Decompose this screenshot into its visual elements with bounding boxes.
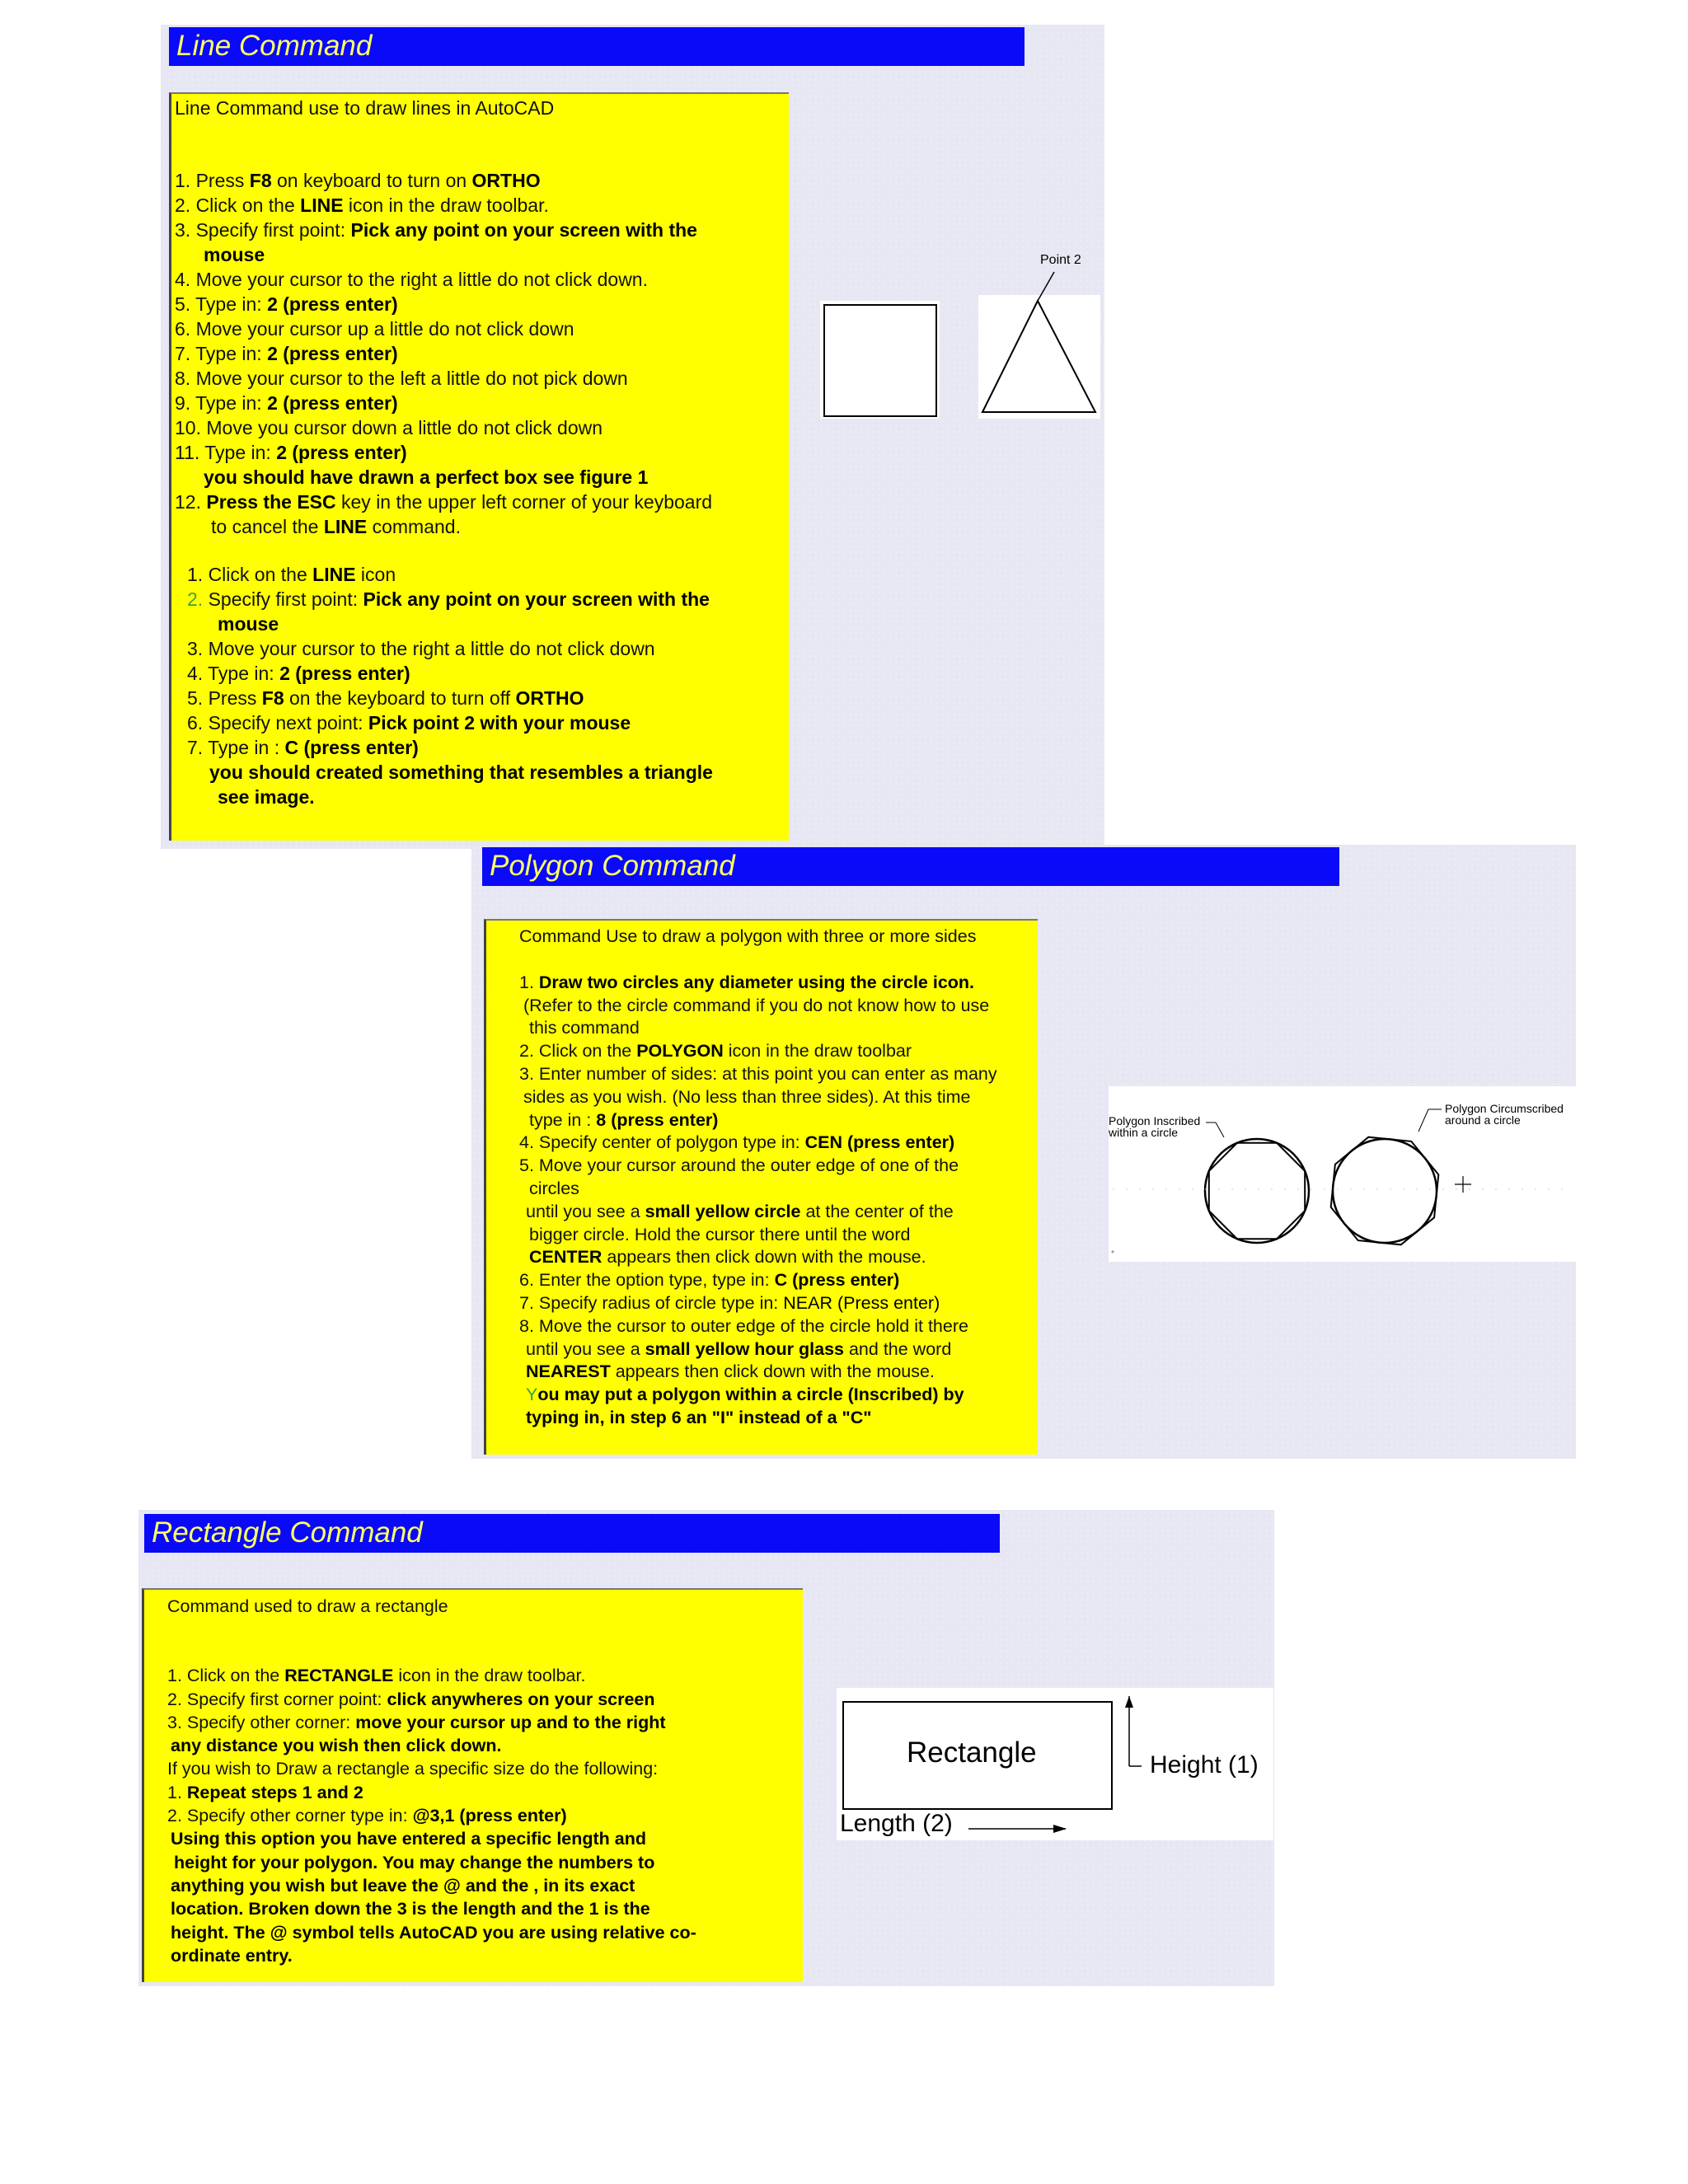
step-text: until you see a xyxy=(526,1338,645,1359)
step-bold-text: Pick any point on your screen with the xyxy=(350,219,697,241)
step-bold-text: Press the ESC xyxy=(206,491,336,513)
step-bold-text: small yellow hour glass xyxy=(645,1338,844,1359)
step-text: 7. Type in: xyxy=(175,343,268,364)
step-bold-text: anything you wish but leave the @ and the , in its exact xyxy=(171,1875,635,1896)
step-bold-text: NEAR (Press enter) xyxy=(783,1292,940,1313)
step-text: 3. Specify first point: xyxy=(175,219,351,241)
step-line xyxy=(175,785,789,809)
step-line xyxy=(175,760,789,785)
polygon-figure xyxy=(1109,1086,1577,1262)
step-line xyxy=(167,1734,803,1757)
step-text: 2. Click on the xyxy=(519,1041,637,1062)
step-bold-text: typing in, in step 6 an "I" instead of a "C" xyxy=(526,1407,872,1427)
step-bold-text: LINE xyxy=(312,564,356,585)
line-command-title: Line Command xyxy=(169,27,1025,66)
step-bold-text: LINE xyxy=(323,516,368,537)
step-text: icon in the draw toolbar. xyxy=(393,1666,586,1686)
step-bold-text: Repeat steps 1 and 2 xyxy=(186,1782,363,1802)
svg-text:*: * xyxy=(1111,1249,1114,1258)
step-text: 6. Specify next point: xyxy=(187,712,368,733)
line-intro: Line Command use to draw lines in AutoCAD xyxy=(175,97,555,119)
step-line xyxy=(167,1874,803,1897)
step-line xyxy=(175,415,789,440)
step-bold-text: 2 (press enter) xyxy=(267,392,398,414)
polygon-command-instructions xyxy=(484,919,1038,1455)
step-text: 6. Move your cursor up a little do not click down xyxy=(175,318,574,340)
line-steps-b xyxy=(175,562,789,809)
step-text: bigger circle. Hold the cursor there until the word xyxy=(529,1224,911,1244)
step-text: 6. Enter the option type, type in: xyxy=(519,1270,775,1291)
step-line xyxy=(519,1361,1038,1384)
step-line xyxy=(175,267,789,292)
step-text: 2. Specify other corner type in: xyxy=(167,1806,413,1826)
step-line xyxy=(167,1757,803,1780)
step-line xyxy=(519,995,1038,1018)
step-bold-text: Pick any point on your screen with the xyxy=(363,588,710,610)
step-bold-text: ou may put a polygon within a circle (Inscribed) by xyxy=(537,1385,964,1405)
step-line xyxy=(175,341,789,366)
step-line xyxy=(175,193,789,218)
step-text: 1. Click on the xyxy=(167,1666,285,1686)
step-bold-text: 8 (press enter) xyxy=(596,1109,719,1130)
step-line xyxy=(519,1109,1038,1132)
step-text: on keyboard to turn on xyxy=(271,170,472,191)
polygon-intro: Command Use to draw a polygon with three or more sides xyxy=(519,926,977,946)
step-bold-text: ordinate entry. xyxy=(171,1945,293,1966)
step-line xyxy=(519,1063,1038,1086)
step-text: 5. Move your cursor around the outer edge of one of the xyxy=(519,1155,959,1176)
rectangle-command-instructions xyxy=(142,1588,803,1982)
step-line xyxy=(175,292,789,316)
rectangle-command-title: Rectangle Command xyxy=(144,1514,1000,1553)
step-line xyxy=(519,1407,1038,1430)
step-line xyxy=(519,1201,1038,1224)
step-text: type in : xyxy=(529,1109,597,1130)
step-line xyxy=(175,465,789,490)
length-label: Length (2) xyxy=(840,1810,953,1837)
step-bold-text: 2 (press enter) xyxy=(267,293,398,315)
rectangle-steps xyxy=(167,1664,803,1967)
step-line xyxy=(175,514,789,539)
step-text: 3. Enter number of sides: at this point you can enter as many xyxy=(519,1063,997,1084)
step-line xyxy=(167,1851,803,1874)
step-line xyxy=(519,1269,1038,1292)
step-text: If you wish to Draw a rectangle a specific size do the following: xyxy=(167,1759,659,1779)
step-text: icon xyxy=(355,564,396,585)
rectangle-label: Rectangle xyxy=(907,1736,1037,1769)
step-text: appears then click down with the mouse. xyxy=(610,1361,935,1382)
step-line xyxy=(167,1921,803,1944)
step-text: 10. Move you cursor down a little do not click down xyxy=(175,417,603,438)
step-bold-text: 2 (press enter) xyxy=(267,343,398,364)
step-line xyxy=(167,1944,803,1967)
step-line xyxy=(175,391,789,415)
step-bold-text: location. Broken down the 3 is the length and the 1 is the xyxy=(171,1899,650,1919)
step-text: at the center of the xyxy=(800,1201,954,1221)
step-line xyxy=(175,710,789,735)
step-text: 11. Type in: xyxy=(175,442,277,463)
step-bold-text: Draw two circles any diameter using the circle icon. xyxy=(538,972,975,992)
step-line xyxy=(175,612,789,636)
step-line xyxy=(175,440,789,465)
step-line xyxy=(519,972,1038,995)
step-bold-text: see image. xyxy=(218,786,315,808)
polygon-steps xyxy=(519,972,1038,1430)
step-bold-text: you should have drawn a perfect box see figure 1 xyxy=(204,466,649,488)
line-command-instructions xyxy=(169,92,789,841)
step-text: icon in the draw toolbar. xyxy=(343,194,549,216)
step-line xyxy=(175,587,789,612)
step-line xyxy=(167,1827,803,1850)
step-bold-text: C (press enter) xyxy=(774,1270,900,1291)
step-bold-text: LINE xyxy=(300,194,344,216)
step-text: 4. Type in: xyxy=(187,663,280,684)
step-text: 1. xyxy=(167,1782,187,1802)
step-line xyxy=(519,1292,1038,1315)
step-text: 7. Type in : xyxy=(187,737,285,758)
step-text: 12. xyxy=(175,491,207,513)
step-bold-text: CEN (press enter) xyxy=(804,1132,955,1153)
step-text: 9. Type in: xyxy=(175,392,268,414)
rectangle-figure xyxy=(837,1688,1273,1840)
step-line xyxy=(167,1688,803,1711)
rectangle-intro: Command used to draw a rectangle xyxy=(167,1596,448,1616)
step-line xyxy=(519,1338,1038,1361)
step-text: 5. Type in: xyxy=(175,293,268,315)
step-line xyxy=(167,1804,803,1827)
step-line xyxy=(175,366,789,391)
step-line xyxy=(167,1897,803,1920)
step-line xyxy=(175,242,789,267)
step-text: until you see a xyxy=(526,1201,645,1221)
step-line xyxy=(167,1711,803,1734)
point-2-label: Point 2 xyxy=(1040,253,1081,267)
step-text: appears then click down with the mouse. xyxy=(602,1247,926,1268)
step-text: 1. Click on the xyxy=(187,564,313,585)
step-text: on the keyboard to turn off xyxy=(284,687,516,709)
step-text: icon in the draw toolbar xyxy=(723,1041,912,1062)
step-text: this command xyxy=(529,1018,640,1038)
step-text: 3. Move your cursor to the right a little do not click down xyxy=(187,638,655,659)
step-bold-text: you should created something that resembles a triangle xyxy=(209,762,713,783)
step-line xyxy=(175,661,789,686)
step-line xyxy=(519,1017,1038,1040)
step-bold-text: height for your polygon. You may change the numbers to xyxy=(174,1852,655,1872)
step-line xyxy=(167,1781,803,1804)
step-text: 5. Press xyxy=(187,687,262,709)
height-label: Height (1) xyxy=(1150,1751,1259,1779)
step-line xyxy=(519,1132,1038,1155)
step-bold-text: 2 (press enter) xyxy=(279,663,410,684)
step-text: 2. Specify first corner point: xyxy=(167,1689,387,1709)
line-steps-a xyxy=(175,168,789,539)
step-line xyxy=(175,735,789,760)
step-line xyxy=(519,1224,1038,1247)
step-line xyxy=(175,218,789,242)
step-line xyxy=(175,562,789,587)
step-bold-text: ORTHO xyxy=(515,687,584,709)
inscribed-label-2: within a circle xyxy=(1109,1126,1179,1139)
step-bold-text: click anywheres on your screen xyxy=(387,1689,655,1709)
step-line xyxy=(519,1315,1038,1338)
step-bold-text: mouse xyxy=(204,244,265,265)
step-text: 1. xyxy=(519,972,539,992)
step-line xyxy=(519,1040,1038,1063)
step-text: 2. Click on the xyxy=(175,194,301,216)
step-bold-text: @3,1 (press enter) xyxy=(412,1806,567,1826)
step-line xyxy=(519,1155,1038,1178)
step-text: 2. xyxy=(187,588,204,610)
step-text: and the word xyxy=(844,1338,952,1359)
step-text: 1. Press xyxy=(175,170,250,191)
step-text: to cancel the xyxy=(211,516,324,537)
step-text: 8. Move the cursor to outer edge of the circle hold it there xyxy=(519,1315,968,1336)
step-line xyxy=(175,686,789,710)
step-text: (Refer to the circle command if you do not know how to use xyxy=(523,995,990,1015)
step-bold-text: POLYGON xyxy=(636,1041,724,1062)
step-bold-text: CENTER xyxy=(529,1247,603,1268)
step-bold-text: move your cursor up and to the right xyxy=(355,1712,666,1732)
step-bold-text: mouse xyxy=(218,613,279,635)
step-text: 8. Move your cursor to the left a little do not pick down xyxy=(175,368,628,389)
step-bold-text: Using this option you have entered a specific length and xyxy=(171,1829,647,1849)
step-line xyxy=(519,1246,1038,1269)
step-line xyxy=(519,1178,1038,1201)
step-text: circles xyxy=(529,1178,579,1198)
step-line xyxy=(175,168,789,193)
step-line xyxy=(519,1384,1038,1407)
step-text: 7. Specify radius of circle type in: xyxy=(519,1292,784,1313)
step-bold-text: F8 xyxy=(249,170,272,191)
step-bold-text: F8 xyxy=(261,687,284,709)
step-text: sides as you wish. (No less than three sides). At this time xyxy=(523,1086,971,1107)
inscribed-label-1: Polygon Inscribed xyxy=(1109,1114,1201,1127)
step-bold-text: any distance you wish then click down. xyxy=(171,1736,502,1756)
step-text: 4. Move your cursor to the right a little do not click down. xyxy=(175,269,648,290)
step-bold-text: RECTANGLE xyxy=(284,1666,394,1686)
step-line xyxy=(175,490,789,514)
step-text: key in the upper left corner of your keyboard xyxy=(335,491,713,513)
polygon-command-title: Polygon Command xyxy=(482,847,1339,886)
step-text: 3. Specify other corner: xyxy=(167,1712,356,1732)
step-text: command. xyxy=(367,516,461,537)
step-bold-text: ORTHO xyxy=(471,170,541,191)
step-bold-text: C (press enter) xyxy=(284,737,419,758)
box-figure xyxy=(820,301,940,419)
step-text: 4. Specify center of polygon type in: xyxy=(519,1132,805,1153)
circumscribed-label-1: Polygon Circumscribed xyxy=(1445,1102,1564,1115)
step-bold-text: small yellow circle xyxy=(645,1201,801,1221)
triangle-figure xyxy=(974,247,1102,420)
step-line xyxy=(167,1664,803,1687)
circumscribed-label-2: around a circle xyxy=(1445,1113,1521,1127)
step-text: Y xyxy=(526,1385,538,1405)
step-bold-text: height. The @ symbol tells AutoCAD you are using relative co- xyxy=(171,1922,696,1943)
step-bold-text: NEAREST xyxy=(526,1361,611,1382)
step-bold-text: Pick point 2 with your mouse xyxy=(368,712,631,733)
step-bold-text: 2 (press enter) xyxy=(276,442,407,463)
step-text: Specify first point: xyxy=(203,588,363,610)
step-line xyxy=(175,636,789,661)
step-line xyxy=(519,1086,1038,1109)
step-line xyxy=(175,316,789,341)
